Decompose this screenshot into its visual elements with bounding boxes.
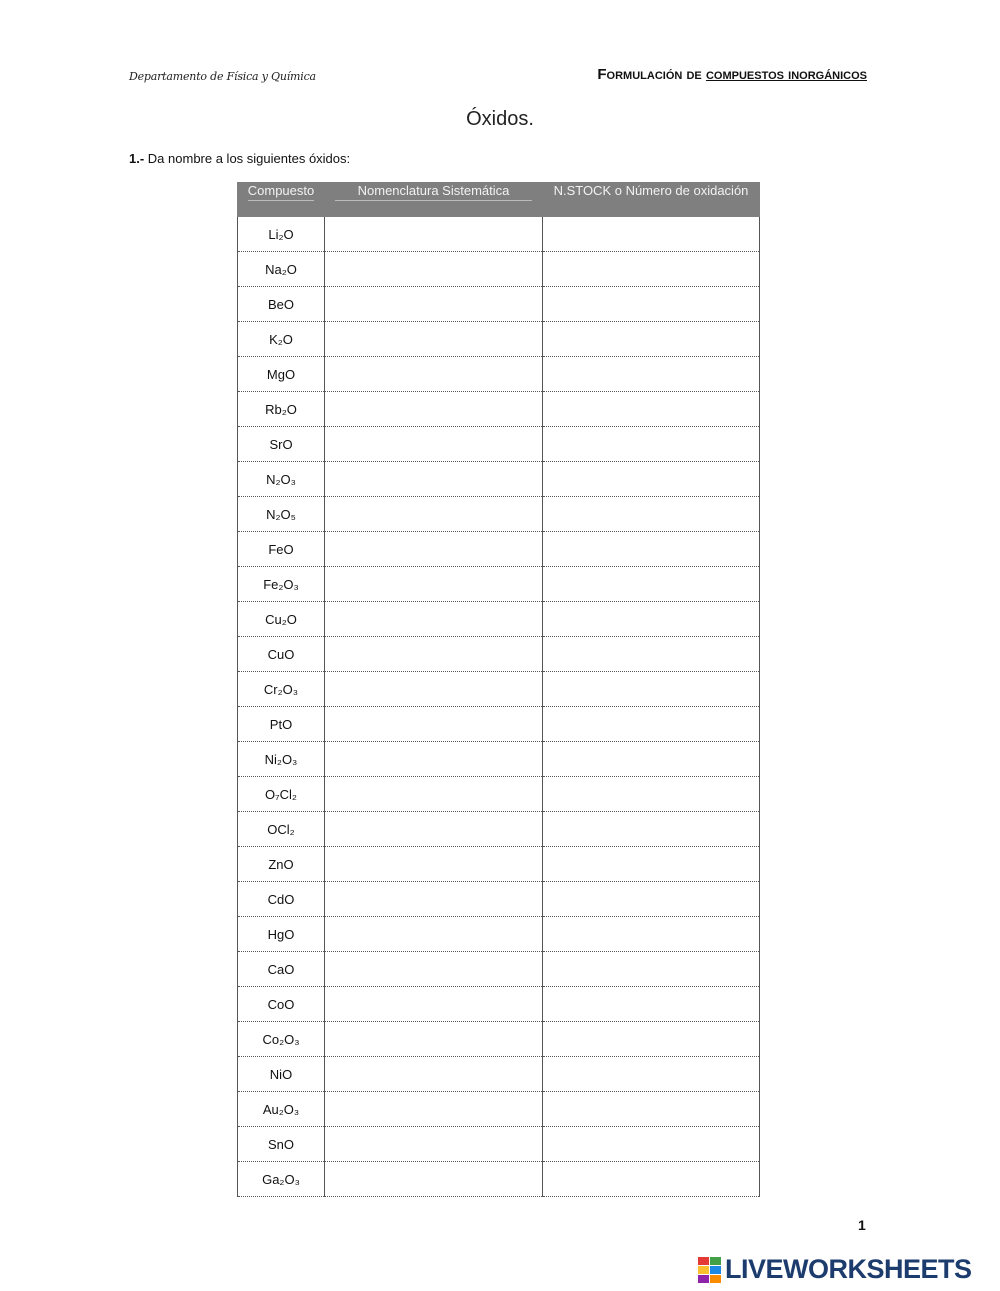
table-row: [238, 392, 760, 427]
compound-formula: PtO: [238, 707, 325, 742]
stock-name-cell[interactable]: [543, 1162, 760, 1197]
logo-blocks-icon: [698, 1257, 721, 1283]
table-row: [238, 672, 760, 707]
stock-name-cell[interactable]: [543, 1092, 760, 1127]
stock-name-cell[interactable]: [543, 742, 760, 777]
compound-formula: CdO: [238, 882, 325, 917]
compound-formula: Ga₂O₃: [238, 1162, 325, 1197]
oxides-table: [237, 182, 760, 1197]
table-row: [238, 427, 760, 462]
systematic-name-cell[interactable]: [325, 1127, 543, 1162]
exercise-instruction: [129, 151, 350, 166]
stock-name-cell[interactable]: [543, 392, 760, 427]
logo-block: [710, 1275, 721, 1283]
logo-text: LIVEWORKSHEETS: [725, 1254, 972, 1284]
systematic-name-cell[interactable]: [325, 497, 543, 532]
table-row: [238, 1092, 760, 1127]
table-row: [238, 217, 760, 252]
stock-name-cell[interactable]: [543, 812, 760, 847]
stock-name-cell[interactable]: [543, 602, 760, 637]
compound-formula: Rb₂O: [238, 392, 325, 427]
systematic-name-cell[interactable]: [325, 567, 543, 602]
compound-formula: CuO: [238, 637, 325, 672]
table-row: [238, 1127, 760, 1162]
systematic-name-cell[interactable]: [325, 742, 543, 777]
stock-name-cell[interactable]: [543, 637, 760, 672]
stock-name-cell[interactable]: [543, 707, 760, 742]
stock-name-cell[interactable]: [543, 1022, 760, 1057]
table-body: [238, 217, 760, 1197]
table-row: [238, 357, 760, 392]
stock-name-cell[interactable]: [543, 427, 760, 462]
topic-heading: [597, 66, 867, 83]
stock-name-cell[interactable]: [543, 952, 760, 987]
compound-formula: Li₂O: [238, 217, 325, 252]
compound-formula: N₂O₃: [238, 462, 325, 497]
stock-name-cell[interactable]: [543, 1127, 760, 1162]
logo-block: [698, 1257, 709, 1265]
table-row: [238, 812, 760, 847]
compound-formula: BeO: [238, 287, 325, 322]
systematic-name-cell[interactable]: [325, 287, 543, 322]
compound-formula: Ni₂O₃: [238, 742, 325, 777]
systematic-name-cell[interactable]: [325, 392, 543, 427]
stock-name-cell[interactable]: [543, 672, 760, 707]
liveworksheets-logo: [698, 1254, 972, 1285]
systematic-name-cell[interactable]: [325, 707, 543, 742]
table-row: [238, 322, 760, 357]
stock-name-cell[interactable]: [543, 252, 760, 287]
header-compound: [238, 183, 325, 217]
stock-name-cell[interactable]: [543, 567, 760, 602]
systematic-name-cell[interactable]: [325, 917, 543, 952]
compound-formula: FeO: [238, 532, 325, 567]
stock-name-cell[interactable]: [543, 462, 760, 497]
compound-formula: Fe₂O₃: [238, 567, 325, 602]
stock-name-cell[interactable]: [543, 532, 760, 567]
compound-formula: ZnO: [238, 847, 325, 882]
table-row: [238, 287, 760, 322]
compound-formula: MgO: [238, 357, 325, 392]
table-row: [238, 252, 760, 287]
logo-block: [698, 1266, 709, 1274]
systematic-name-cell[interactable]: [325, 252, 543, 287]
table-row: [238, 462, 760, 497]
table-row: [238, 742, 760, 777]
stock-name-cell[interactable]: [543, 357, 760, 392]
compound-formula: SnO: [238, 1127, 325, 1162]
stock-name-cell[interactable]: [543, 882, 760, 917]
table-row: [238, 602, 760, 637]
systematic-name-cell[interactable]: [325, 427, 543, 462]
systematic-name-cell[interactable]: [325, 777, 543, 812]
systematic-name-cell[interactable]: [325, 462, 543, 497]
table-row: [238, 917, 760, 952]
systematic-name-cell[interactable]: [325, 217, 543, 252]
stock-name-cell[interactable]: [543, 287, 760, 322]
table-row: [238, 707, 760, 742]
stock-name-cell[interactable]: [543, 987, 760, 1022]
systematic-name-cell[interactable]: [325, 1162, 543, 1197]
table-row: [238, 847, 760, 882]
table-row: [238, 532, 760, 567]
systematic-name-cell[interactable]: [325, 987, 543, 1022]
systematic-name-cell[interactable]: [325, 1022, 543, 1057]
systematic-name-cell[interactable]: [325, 847, 543, 882]
systematic-name-cell[interactable]: [325, 812, 543, 847]
systematic-name-cell[interactable]: [325, 672, 543, 707]
stock-name-cell[interactable]: [543, 217, 760, 252]
systematic-name-cell[interactable]: [325, 1057, 543, 1092]
header-systematic: [325, 183, 543, 217]
stock-name-cell[interactable]: [543, 497, 760, 532]
topic-underlined: compuestos inorgánicos: [705, 66, 867, 83]
compound-formula: NiO: [238, 1057, 325, 1092]
systematic-name-cell[interactable]: [325, 602, 543, 637]
stock-name-cell[interactable]: [543, 917, 760, 952]
compound-formula: Au₂O₃: [238, 1092, 325, 1127]
logo-block: [710, 1257, 721, 1265]
table-row: [238, 1162, 760, 1197]
compound-formula: Co₂O₃: [238, 1022, 325, 1057]
compound-formula: SrO: [238, 427, 325, 462]
compound-formula: HgO: [238, 917, 325, 952]
compound-formula: CaO: [238, 952, 325, 987]
stock-name-cell[interactable]: [543, 1057, 760, 1092]
table-row: [238, 497, 760, 532]
stock-name-cell[interactable]: [543, 777, 760, 812]
systematic-name-cell[interactable]: [325, 1092, 543, 1127]
table-row: [238, 637, 760, 672]
systematic-name-cell[interactable]: [325, 882, 543, 917]
logo-block: [698, 1275, 709, 1283]
table-row: [238, 1022, 760, 1057]
table-header-row: [238, 183, 760, 217]
systematic-name-cell[interactable]: [325, 357, 543, 392]
table-row: [238, 1057, 760, 1092]
header-stock-label: N.STOCK o Número de oxidación: [553, 183, 749, 198]
table-row: [238, 567, 760, 602]
logo-block: [710, 1266, 721, 1274]
exercise-number: 1.-: [129, 151, 145, 166]
systematic-name-cell[interactable]: [325, 532, 543, 567]
compound-formula: CoO: [238, 987, 325, 1022]
compound-formula: OCl₂: [238, 812, 325, 847]
topic-prefix: Formulación de: [597, 66, 702, 83]
compound-formula: Cr₂O₃: [238, 672, 325, 707]
systematic-name-cell[interactable]: [325, 952, 543, 987]
page-title: Óxidos.: [466, 108, 534, 130]
table-row: [238, 952, 760, 987]
stock-name-cell[interactable]: [543, 322, 760, 357]
compound-formula: O₇Cl₂: [238, 777, 325, 812]
stock-name-cell[interactable]: [543, 847, 760, 882]
table-row: [238, 882, 760, 917]
compound-formula: Na₂O: [238, 252, 325, 287]
exercise-text: Da nombre a los siguientes óxidos:: [147, 151, 351, 166]
header-systematic-label: Nomenclatura Sistemática: [335, 183, 532, 201]
table-row: [238, 987, 760, 1022]
table-row: [238, 777, 760, 812]
header-compound-label: Compuesto: [248, 183, 314, 201]
header-stock: [543, 183, 760, 217]
department-label: Departamento de Física y Química: [129, 70, 316, 83]
compound-formula: N₂O₅: [238, 497, 325, 532]
page-number: 1: [858, 1217, 866, 1233]
compound-formula: K₂O: [238, 322, 325, 357]
systematic-name-cell[interactable]: [325, 637, 543, 672]
systematic-name-cell[interactable]: [325, 322, 543, 357]
compound-formula: Cu₂O: [238, 602, 325, 637]
